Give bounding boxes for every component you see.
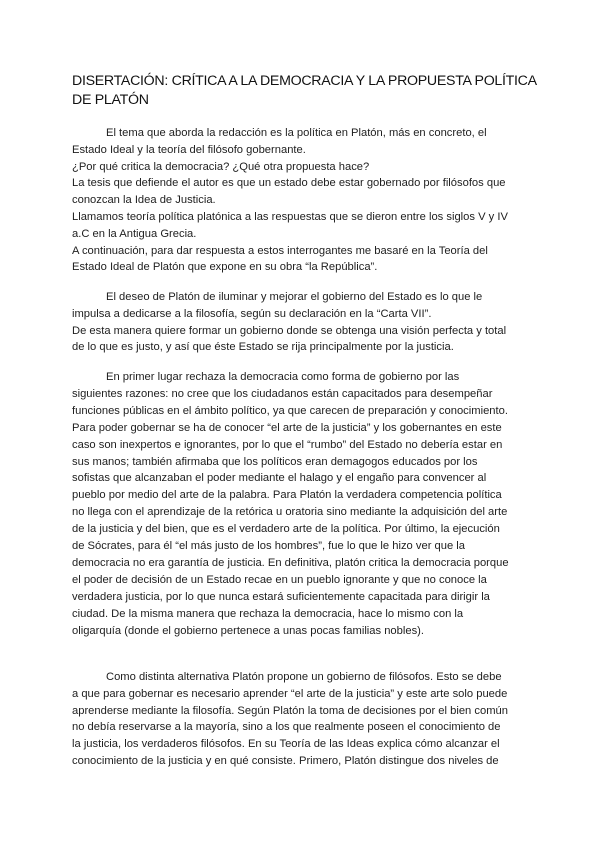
text-line: ¿Por qué critica la democracia? ¿Qué otra propuesta hace? — [72, 160, 370, 173]
text-line: Estado Ideal y la teoría del filósofo gobernante. — [72, 143, 306, 156]
text-line: impulsa a dedicarse a la filosofía, según su declaración en la “Carta VII”. — [72, 307, 432, 320]
text-line: aprenderse mediante la filosofía. Según Platón la toma de decisiones por el bien común — [72, 704, 508, 717]
text-line: de la justicia y del bien, que es el verdadero arte de la política. Por último, la ejecución — [72, 523, 500, 536]
text-line: pueblo por medio del arte de la palabra. Para Platón la verdadera competencia política — [72, 489, 502, 502]
text-line: Llamamos teoría política platónica a las respuestas que se dieron entre los siglos V y IV — [72, 210, 508, 223]
text-line: Estado Ideal de Platón que expone en su obra “la República”. — [72, 261, 378, 274]
paragraph-philosopher-government — [72, 669, 532, 770]
text-line: a.C en la Antigua Grecia. — [72, 227, 197, 240]
text-line: no debía reservarse a la mayoría, sino a los que realmente poseen el conocimiento de — [72, 721, 501, 734]
text-line: no llega con el aprendizaje de la retórica u oratoria sino mediante la adquisición del arte — [72, 506, 508, 519]
text-line: funciones públicas en el ámbito político, ya que carecen de preparación y conocimiento. — [72, 404, 508, 417]
title-line: DE PLATÓN — [72, 92, 149, 108]
text-line: democracia no era garantía de justicia. En definitiva, platón critica la democracia porque — [72, 556, 509, 569]
text-line: La tesis que defiende el autor es que un estado debe estar gobernado por filósofos que — [72, 177, 506, 190]
paragraph-introduction — [72, 125, 532, 276]
document-title — [72, 72, 542, 110]
text-line: conocimiento de la justicia y en qué consiste. Primero, Platón distingue dos niveles de — [72, 754, 499, 767]
text-line: sus manos; también afirmaba que los políticos eran demagogos educados por los — [72, 455, 478, 468]
text-line: sofistas que alcanzaban el poder mediante el halago y el engaño para convencer al — [72, 472, 487, 485]
text-line: conozcan la Idea de Justicia. — [72, 194, 216, 207]
paragraph-democracy-critique — [72, 369, 532, 640]
text-line: siguientes razones: no cree que los ciudadanos están capacitados para desempeñar — [72, 387, 493, 400]
text-line: el poder de decisión de un Estado recae en un pueblo ignorante y que no conoce la — [72, 573, 487, 586]
text-line: En primer lugar rechaza la democracia como forma de gobierno por las — [106, 371, 460, 383]
text-line: a que para gobernar es necesario aprender “el arte de la justicia” y este arte solo puede — [72, 687, 508, 700]
text-line: ciudad. De la misma manera que rechaza la democracia, hace lo mismo con la — [72, 607, 464, 620]
title-line: DISERTACIÓN: CRÍTICA A LA DEMOCRACIA Y LA PROPUESTA POLÍTICA — [72, 73, 537, 89]
text-line: El deseo de Platón de iluminar y mejorar el gobierno del Estado es lo que le — [106, 291, 483, 303]
text-line: caso son inexpertos e ignorantes, por lo que el “rumbo” del Estado no debería estar en — [72, 438, 503, 451]
text-line: la justicia, los verdaderos filósofos. En su Teoría de las Ideas explica cómo alcanzar el — [72, 738, 500, 751]
paragraph-plato-desire — [72, 289, 532, 356]
text-line: El tema que aborda la redacción es la política en Platón, más en concreto, el — [106, 127, 487, 139]
text-line: de lo que es justo, y así que éste Estado se rija principalmente por la justicia. — [72, 341, 454, 354]
text-line: verdadera justicia, por lo que nunca estará suficientemente capacitada para dirigir la — [72, 590, 490, 603]
text-line: De esta manera quiere formar un gobierno donde se obtenga una visión perfecta y total — [72, 324, 507, 337]
text-line: oligarquía (donde el gobierno pertenece a unas pocas familias nobles). — [72, 624, 425, 637]
text-line: Para poder gobernar se ha de conocer “el arte de la justicia” y los gobernantes en este — [72, 421, 502, 434]
text-line: Como distinta alternativa Platón propone un gobierno de filósofos. Esto se debe — [106, 671, 502, 683]
text-line: de Sócrates, para él “el más justo de los hombres”, fue lo que le hizo ver que la — [72, 540, 466, 553]
text-line: A continuación, para dar respuesta a estos interrogantes me basaré en la Teoría del — [72, 244, 488, 257]
